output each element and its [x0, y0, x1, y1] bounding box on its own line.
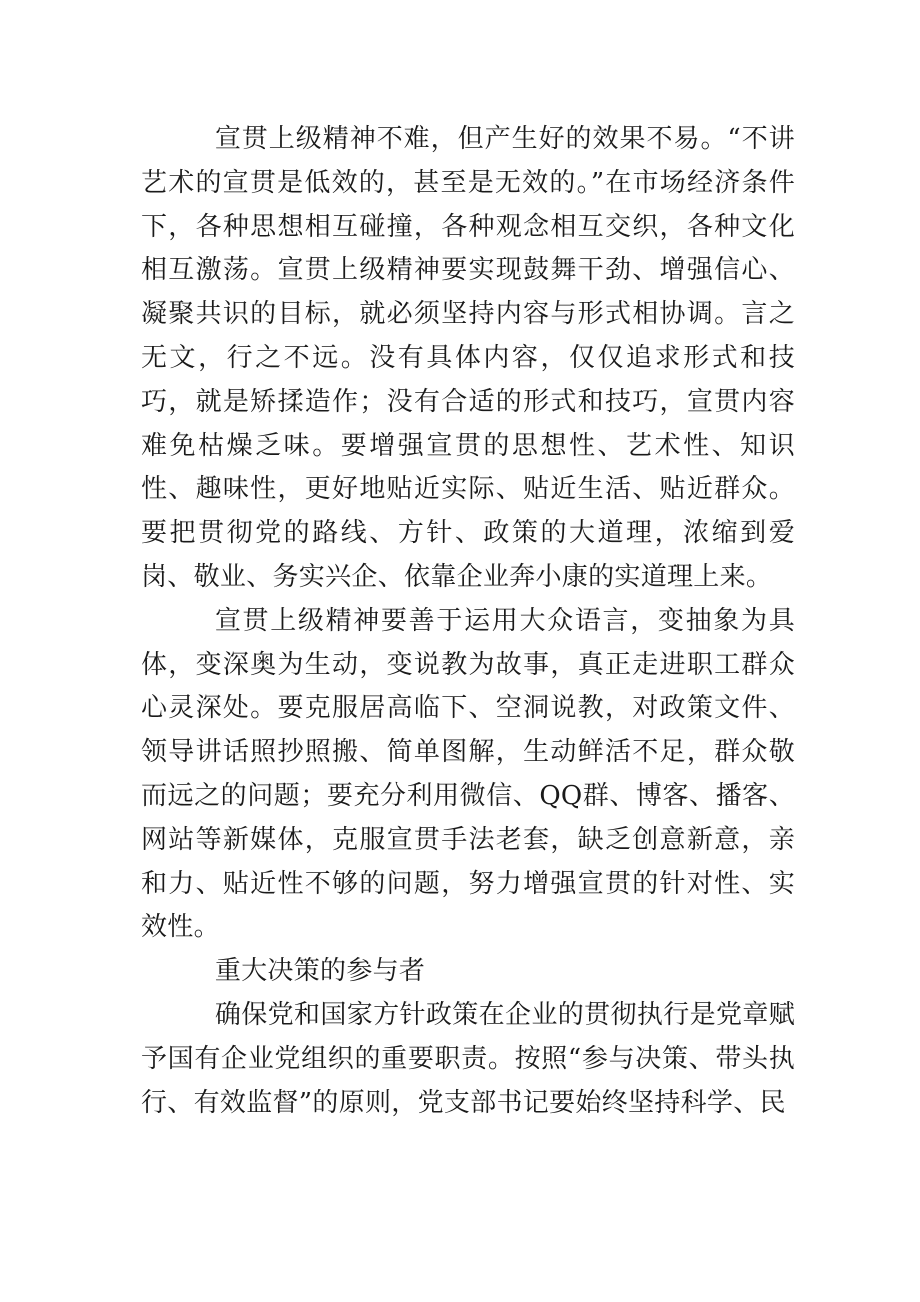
- body-paragraph: 宣贯上级精神要善于运用大众语言，变抽象为具体，变深奥为生动，变说教为故事，真正走进职工群众心灵深处。要克服居高临下、空洞说教，对政策文件、领导讲话照抄照搬、简单图解，生动鲜活不足，群众敬而远之的问题；要充分利用微信、QQ群、博客、播客、网站等新媒体，克服宣贯手法老套，缺乏创意新意，亲和力、贴近性不够的问题，努力增强宣贯的针对性、实效性。: [141, 605, 795, 943]
- document-page: [141, 118, 795, 1125]
- section-heading: 重大决策的参与者: [214, 956, 426, 987]
- body-paragraph: 宣贯上级精神不难，但产生好的效果不易。“不讲艺术的宣贯是低效的，甚至是无效的。”在市场经济条件下，各种思想相互碰撞，各种观念相互交织，各种文化相互激荡。宣贯上级精神要实现鼓舞干劲、增强信心、凝聚共识的目标，就必须坚持内容与形式相协调。言之无文，行之不远。没有具体内容，仅仅追求形式和技巧，就是矫揉造作；没有合适的形式和技巧，宣贯内容难免枯燥乏味。要增强宣贯的思想性、艺术性、知识性、趣味性，更好地贴近实际、贴近生活、贴近群众。要把贯彻党的路线、方针、政策的大道理，浓缩到爱岗、敬业、务实兴企、依靠企业奔小康的实道理上来。: [141, 124, 795, 592]
- body-paragraph: 确保党和国家方针政策在企业的贯彻执行是党章赋予国有企业党组织的重要职责。按照“参与决策、带头执行、有效监督”的原则，党支部书记要始终坚持科学、民: [141, 999, 795, 1118]
